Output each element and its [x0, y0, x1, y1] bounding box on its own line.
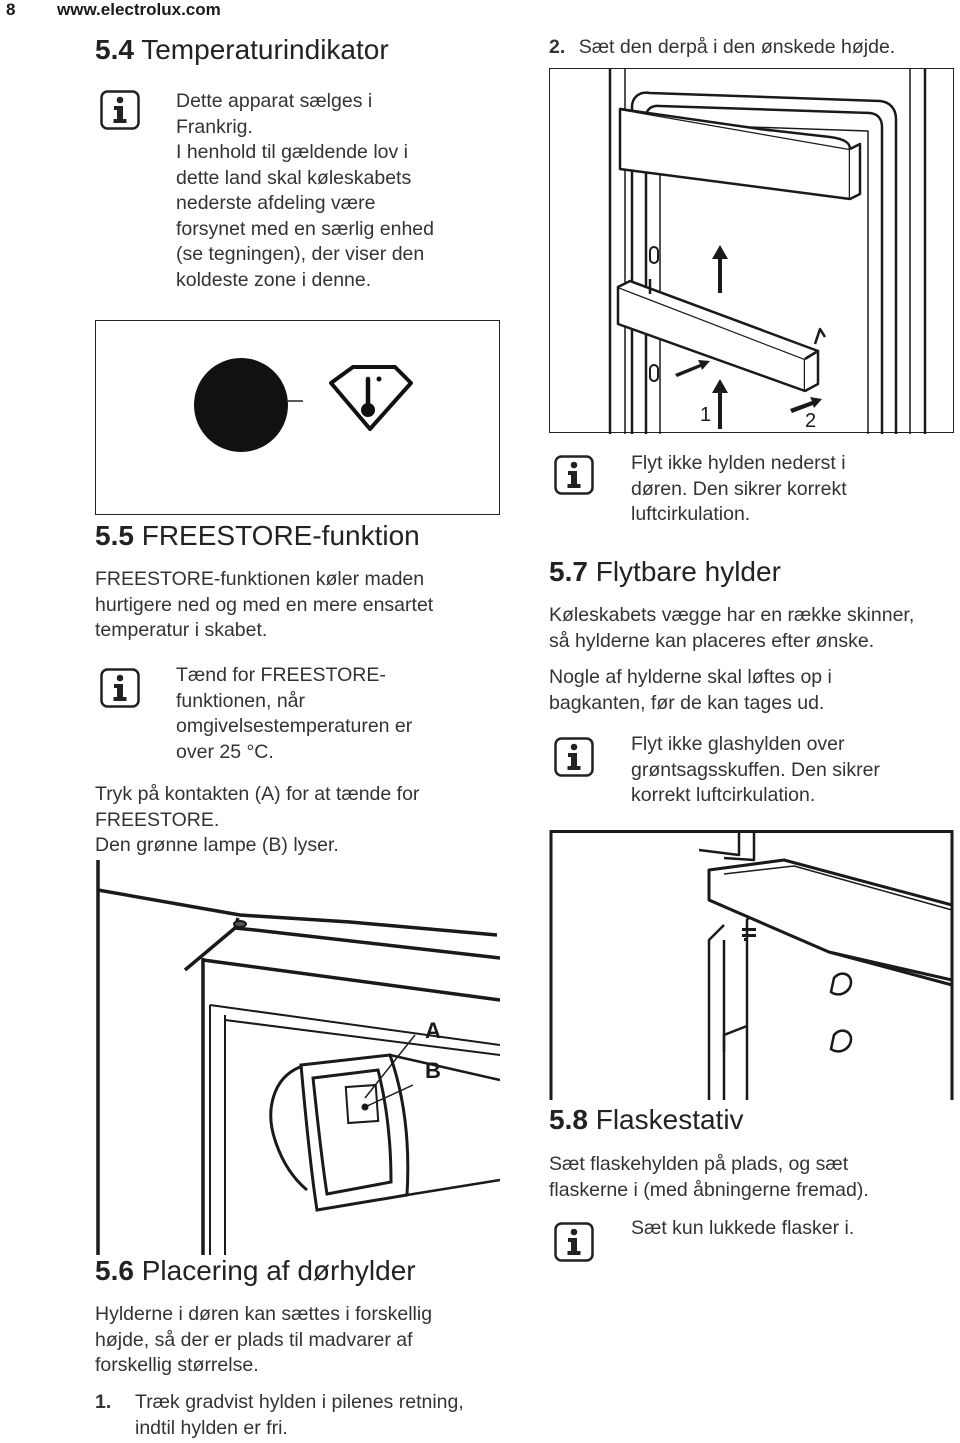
label-a: A	[425, 1018, 441, 1043]
section-title: Temperaturindikator	[141, 34, 389, 65]
label-b: B	[425, 1058, 441, 1083]
section-number: 5.6	[95, 1255, 134, 1286]
section-number: 5.4	[95, 34, 134, 65]
info-note-5-5: Tænd for FREESTORE- funktionen, når omgivelsestemperaturen er over 25 °C.	[176, 664, 413, 763]
section-number: 5.5	[95, 520, 134, 551]
section-5-7-heading	[549, 556, 781, 588]
glass-shelf-figure	[549, 830, 954, 1100]
temperature-indicator-figure	[95, 320, 500, 515]
section-title: FREESTORE-funktion	[141, 520, 420, 551]
info-icon	[100, 668, 140, 708]
section-title: Placering af dørhylder	[141, 1255, 416, 1286]
door-shelves-paragraph: Hylderne i døren kan sættes i forskellig højde, så der er plads til madvarer af forskellig størrelse.	[95, 1303, 433, 1376]
page-number: 8	[6, 0, 16, 19]
arrow-out-icon	[675, 360, 710, 377]
info-icon	[554, 737, 594, 777]
info-note-5-6: Flyt ikke hylden nederst i døren. Den sikrer korrekt luftcirkulation.	[631, 452, 847, 525]
info-icon	[100, 90, 140, 130]
arrow-step1-icon	[712, 379, 728, 429]
section-5-5-heading	[95, 520, 420, 552]
ok-symbol-icon	[331, 367, 411, 429]
header-url: www.electrolux.com	[57, 0, 221, 19]
section-5-6-heading	[95, 1255, 416, 1287]
section-number: 5.7	[549, 556, 588, 587]
switch-housing	[271, 1035, 500, 1210]
section-5-8-heading	[549, 1104, 744, 1136]
section-number: 5.8	[549, 1104, 588, 1135]
upper-shelf	[620, 109, 860, 199]
bottle-rack-paragraph: Sæt flaskehylden på plads, og sæt flaskerne i (med åbningerne fremad).	[549, 1153, 869, 1201]
label-1: 1	[700, 404, 712, 426]
info-note-5-7: Flyt ikke glashylden over grøntsagsskuffen. Den sikrer korrekt luftcirkulation.	[631, 733, 880, 806]
movable-shelves-paragraph: Køleskabets vægge har en række skinner, så hylderne kan placeres efter ønske.	[549, 604, 915, 652]
info-icon	[554, 1222, 594, 1262]
freestore-instructions: Tryk på kontakten (A) for at tænde for FREESTORE. Den grønne lampe (B) lyser.	[95, 783, 420, 856]
info-note-5-8: Sæt kun lukkede flasker i.	[631, 1217, 855, 1239]
door-shelf-figure	[549, 68, 954, 433]
freestore-paragraph: FREESTORE-funktionen køler maden hurtigere ned og med en mere ensartet temperatur i skabet.	[95, 568, 434, 641]
label-2: 2	[805, 410, 817, 432]
movable-shelves-paragraph-2: Nogle af hylderne skal løftes op i bagkanten, før de kan tages ud.	[549, 666, 832, 714]
freestore-switch-figure	[95, 860, 500, 1255]
indicator-circle-icon	[194, 358, 288, 452]
section-title: Flytbare hylder	[595, 556, 781, 587]
glass-shelf	[709, 860, 952, 985]
section-title: Flaskestativ	[595, 1104, 744, 1135]
step-2: 2. Sæt den derpå i den ønskede højde.	[549, 36, 896, 58]
step-1: 1. Træk gradvist hylden i pilenes retning, indtil hylden er fri.	[95, 1391, 464, 1439]
section-5-4-heading	[95, 34, 389, 66]
arrow-up-icon	[712, 245, 728, 293]
info-note-5-4: Dette apparat sælges i Frankrig. I henhold til gældende lov i dette land skal køleskabets nederste afdeling være forsynet med en særlig enhed (se tegningen), der viser den koldeste zone i denne.	[176, 90, 434, 291]
info-icon	[554, 455, 594, 495]
